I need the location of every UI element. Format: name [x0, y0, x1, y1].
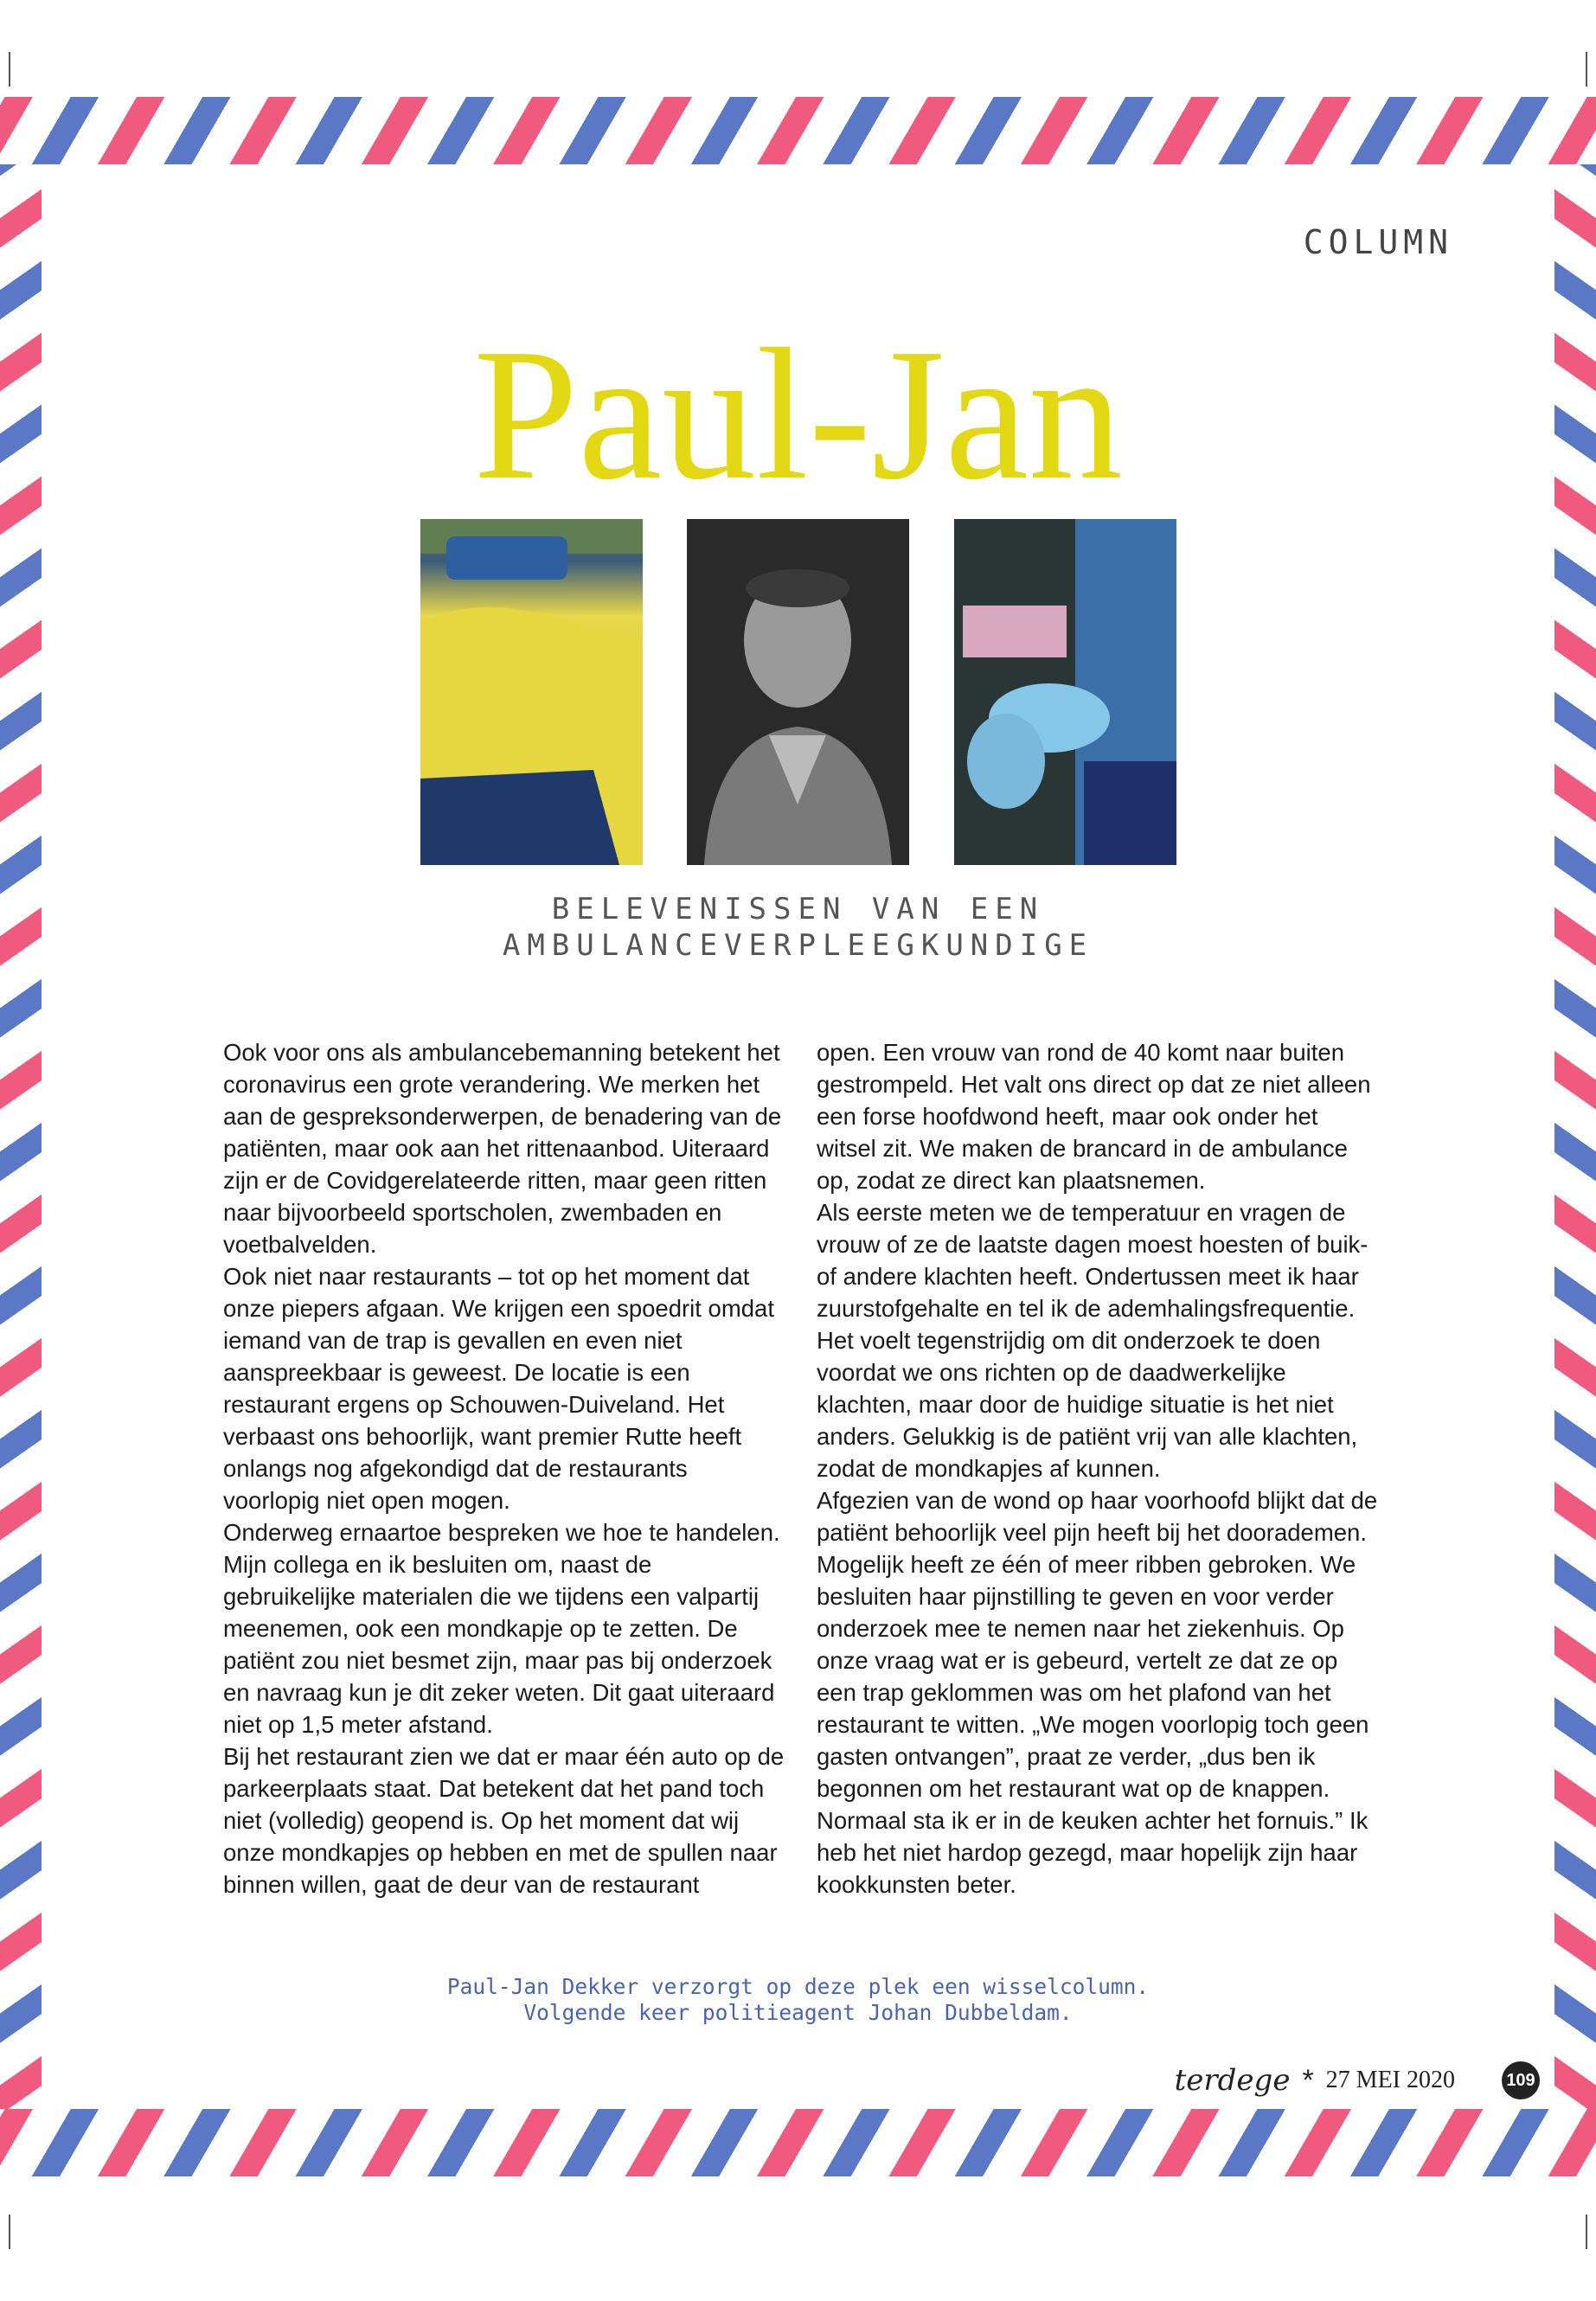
ambulance-photo-graphic	[420, 519, 643, 865]
author-note	[329, 1974, 1267, 2026]
page-title: Paul-Jan	[473, 311, 1123, 519]
paragraph: Afgezien van de wond op haar voorhoofd blijkt dat de patiënt behoorlijk veel pijn heeft bij het doorademen. Mogelijk heeft ze één of meer ribben gebroken. We besluiten haar pijnstilling te geven en voor verder onderzoek mee te nemen naar het ziekenhuis. Op onze vraag wat er is gebeurd, vertelt ze dat ze op een trap geklommen was om het plafond van het restaurant te witten. „We mogen voorlopig toch geen gasten ontvangen”, praat ze verder, „dus ben ik begonnen om het restaurant wat op de knappen. Normaal sta ik er in de keuken achter het fornuis.” Ik heb het niet hardop gezegd, maar hopelijk zijn haar kookkunsten beter.	[817, 1487, 1378, 1898]
airmail-border-right	[1554, 164, 1596, 2109]
airmail-border-bottom	[0, 2109, 1596, 2176]
author-note-line: Volgende keer politieagent Johan Dubbeldam.	[523, 2000, 1073, 2025]
gloves-photo-graphic	[954, 519, 1176, 865]
portrait-icon	[687, 519, 909, 865]
paragraph: open. Een vrouw van rond de 40 komt naar buiten gestrompeld. Het valt ons direct op dat ze niet alleen een forse hoofdwond heeft, maar ook onder het witsel zit. We maken de brancard in de ambulance op, zodat ze direct kan plaatsnemen.	[817, 1039, 1371, 1194]
airmail-border-top	[0, 97, 1596, 164]
crop-mark	[1586, 2214, 1587, 2249]
subtitle-line: BELEVENISSEN VAN EEN	[551, 892, 1045, 926]
article-column-left	[223, 1036, 785, 1900]
crop-mark	[9, 2214, 10, 2249]
page-number: 109	[1502, 2061, 1540, 2099]
author-note-line: Paul-Jan Dekker verzorgt op deze plek een wisselcolumn.	[446, 1974, 1150, 1999]
paragraph: Onderweg ernaartoe bespreken we hoe te handelen. Mijn collega en ik besluiten om, naast de gebruikelijke materialen die we tijdens een valpartij meenemen, ook een mondkapje op te zetten. De patiënt zou niet besmet zijn, maar pas bij onderzoek en navraag kun je dit zeker weten. Dit gaat uiteraard niet op 1,5 meter afstand.	[223, 1519, 780, 1738]
magazine-name: terdege	[1174, 2063, 1291, 2098]
article-column-right	[817, 1036, 1379, 1900]
airmail-border-left	[0, 164, 42, 2109]
paragraph: Ook niet naar restaurants – tot op het moment dat onze piepers afgaan. We krijgen een spoedrit omdat iemand van de trap is gevallen en even niet aanspreekbaar is geweest. De locatie is een restaurant ergens op Schouwen-Duiveland. Het verbaast ons behoorlijk, want premier Rutte heeft onlangs nog afgekondigd dat de restaurants voorlopig niet open mogen.	[223, 1263, 774, 1514]
subtitle	[484, 891, 1112, 964]
paragraph: Bij het restaurant zien we dat er maar één auto op de parkeerplaats staat. Dat betekent dat het pand toch niet (volledig) geopend is. Op het moment dat wij onze mondkapjes op hebben en met de spullen naar binnen willen, gaat de deur van de restaurant	[223, 1743, 785, 1898]
paragraph: Ook voor ons als ambulancebemanning betekent het coronavirus een grote verandering. We merken het aan de gespreksonderwerpen, de benadering van de patiënten, maar ook aan het rittenaanbod. Uiteraard zijn er de Covidgerelateerde ritten, maar geen ritten naar bijvoorbeeld sportscholen, zwembaden en voetbalvelden.	[223, 1039, 782, 1258]
crop-mark	[9, 52, 10, 87]
page-footer	[1125, 2059, 1540, 2102]
crop-mark	[1586, 52, 1587, 87]
paragraph: Als eerste meten we de temperatuur en vragen de vrouw of ze de laatste dagen moest hoesten of buik- of andere klachten heeft. Ondertussen meet ik haar zuurstofgehalte en tel ik de ademhalingsfrequentie. Het voelt tegenstrijdig om dit onderzoek te doen voordat we ons richten op de daadwerkelijke klachten, maar door de huidige situatie is het niet anders. Gelukkig is de patiënt vrij van alle klachten, zodat de mondkapjes af kunnen.	[817, 1199, 1368, 1482]
section-label: COLUMN	[1303, 223, 1453, 261]
issue-date: 27 MEI 2020	[1325, 2067, 1455, 2093]
gloved-hands-icon	[954, 519, 1176, 865]
yellow-ambulance-icon	[420, 519, 643, 865]
separator-asterisk: *	[1302, 2063, 1314, 2097]
subtitle-line: AMBULANCEVERPLEEGKUNDIGE	[502, 928, 1094, 963]
portrait-photo-graphic	[687, 519, 909, 865]
